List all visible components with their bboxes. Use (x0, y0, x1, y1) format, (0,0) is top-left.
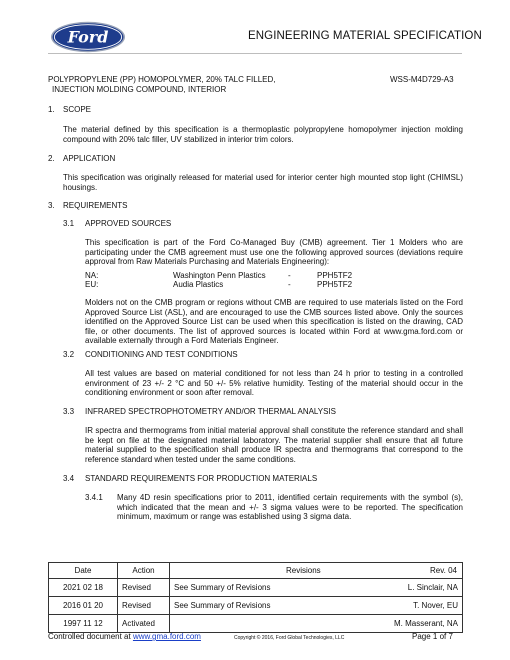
header-revisions: Revisions (286, 566, 321, 575)
application-text: This specification was originally released for material used for interior center high mounted stop light (CHIMSL) housings. (63, 173, 463, 192)
header-revisions-cell (170, 563, 463, 579)
subsection-number: 3.2 (63, 350, 75, 359)
revision-date: 2021 02 18 (49, 579, 118, 597)
source-dash: - (288, 271, 291, 280)
table-row (49, 597, 463, 615)
ford-logo (50, 21, 126, 53)
revision-date: 2016 01 20 (49, 597, 118, 615)
source-region: EU: (85, 280, 99, 289)
subsection-title-ir: INFRARED SPECTROPHOTOMETRY AND/OR THERMAL ANALYSIS (85, 407, 337, 416)
table-row (49, 579, 463, 597)
section-title-requirements: REQUIREMENTS (63, 201, 128, 210)
item-number: 3.4.1 (85, 493, 103, 502)
ir-text: IR spectra and thermograms from initial material approval shall constitute the reference standard and shall be kept on file at the designated material laboratory. The material supplier shall ensure that all future material supplied to the specification shall produce IR spectra and thermograms that correspond to the reference standard when tested under the same conditions. (85, 426, 463, 464)
revision-author: M. Masserant, NA (320, 615, 463, 633)
source-supplier: Washington Penn Plastics (173, 271, 266, 280)
standard-requirements-text: Many 4D resin specifications prior to 2011, identified certain requirements with the symbol (s), which indicated that the mean and +/- 3 sigma values were to be reported. The specification minimum, maximum or range was established using 3 sigma data. (117, 493, 463, 522)
subsection-title-approved-sources: APPROVED SOURCES (85, 219, 172, 228)
subsection-title-standard: STANDARD REQUIREMENTS FOR PRODUCTION MATERIALS (85, 474, 318, 483)
scope-text: The material defined by this specification is a thermoplastic polypropylene homopolymer injection molding compound with 20% talc filler, UV stabilized in interior trim colors. (63, 125, 463, 144)
copyright-text: Copyright © 2016, Ford Global Technologies, LLC (234, 635, 345, 641)
header-rev-number: Rev. 04 (430, 566, 457, 575)
section-title-application: APPLICATION (63, 154, 116, 163)
section-number: 3. (48, 201, 55, 210)
subsection-number: 3.3 (63, 407, 75, 416)
subsection-number: 3.1 (63, 219, 75, 228)
spec-number: WSS-M4D729-A3 (390, 75, 454, 84)
source-grade: PPH5TF2 (317, 271, 353, 280)
revision-action: Revised (118, 597, 170, 615)
source-region: NA: (85, 271, 99, 280)
controlled-document-note (48, 632, 201, 641)
revision-author: L. Sinclair, NA (320, 579, 463, 597)
source-grade: PPH5TF2 (317, 280, 353, 289)
subsection-title-conditioning: CONDITIONING AND TEST CONDITIONS (85, 350, 238, 359)
page-number: Page 1 of 7 (412, 632, 453, 641)
revision-action: Activated (118, 615, 170, 633)
table-row (49, 615, 463, 633)
approved-source-list-text: Molders not on the CMB program or regions without CMB are required to use materials listed on the Ford Approved Source List (ASL), and are encouraged to use the CMB sources listed above. Only the sources identified on the Approved Source List can be used when this specification is listed on the drawing, CAD file, or other documents. The list of approved sources is located within Ford at www.gma.ford.com or available externally through a Ford Materials Engineer. (85, 298, 463, 346)
source-supplier: Audia Plastics (173, 280, 224, 289)
revision-description (170, 615, 320, 633)
header-action: Action (118, 563, 170, 579)
revision-date: 1997 11 12 (49, 615, 118, 633)
section-number: 1. (48, 105, 55, 114)
revision-description: See Summary of Revisions (170, 579, 320, 597)
revision-table (48, 562, 463, 633)
conditioning-text: All test values are based on material conditioned for not less than 24 h prior to testing in a controlled environment of 23 +/- 2 °C and 50 +/- 5% relative humidity. Testing of the material should occur in the conditioning environment or soon after removal. (85, 369, 463, 398)
approved-sources-text: This specification is part of the Ford Co-Managed Buy (CMB) agreement. Tier 1 Molders who are participating under the CMB agreement must use one the following approved sources (deviations require approval from Raw Materials Purchasing and Materials Engineering): (85, 238, 463, 267)
spec-name-line1: POLYPROPYLENE (PP) HOMOPOLYMER, 20% TALC FILLED, (48, 75, 276, 84)
source-dash: - (288, 280, 291, 289)
ford-logo-text: Ford (67, 27, 109, 47)
gma-link[interactable]: www.gma.ford.com (132, 632, 201, 641)
header-divider (48, 53, 462, 54)
document-type-title: ENGINEERING MATERIAL SPECIFICATION (248, 30, 482, 42)
spec-name-line2: INJECTION MOLDING COMPOUND, INTERIOR (52, 85, 227, 94)
controlled-document-prefix: Controlled document at (48, 632, 133, 641)
section-title-scope: SCOPE (63, 105, 92, 114)
header-date: Date (49, 563, 118, 579)
subsection-number: 3.4 (63, 474, 75, 483)
revision-action: Revised (118, 579, 170, 597)
revision-description: See Summary of Revisions (170, 597, 320, 615)
section-number: 2. (48, 154, 55, 163)
revision-author: T. Nover, EU (320, 597, 463, 615)
revision-table-header (49, 563, 463, 579)
